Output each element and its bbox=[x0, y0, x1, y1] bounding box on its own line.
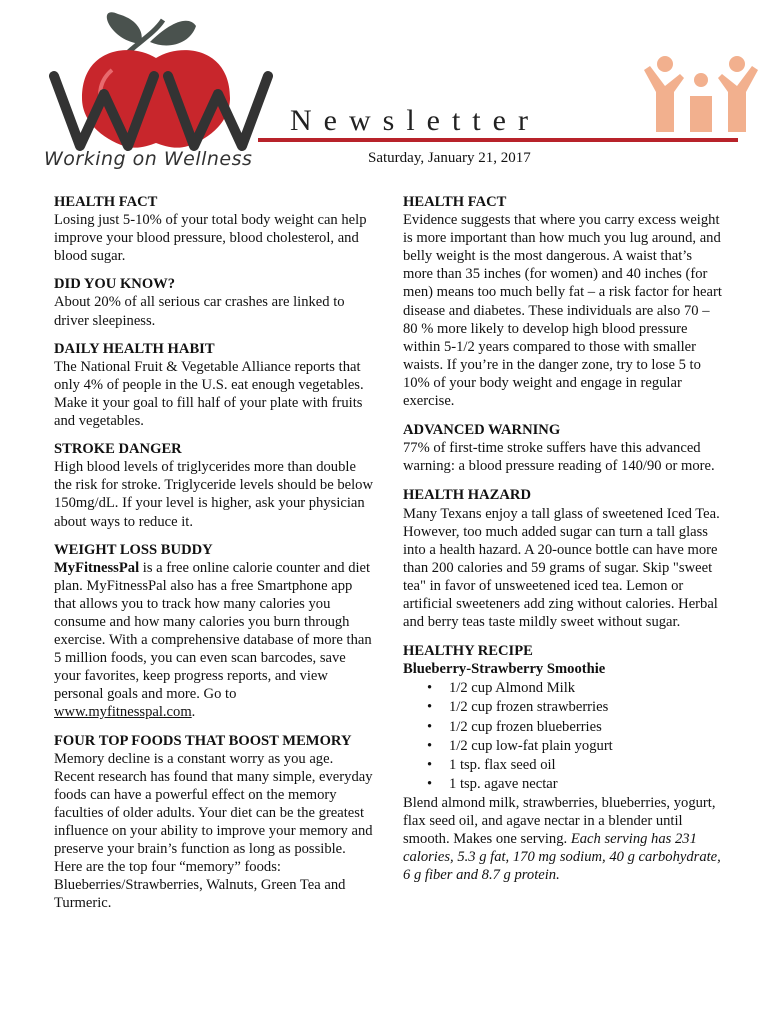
body-text: is a free online calorie counter and diet plan. MyFitnessPal also has a free Smartphone app that allows you to track how many calories you consume and how many calories you burn through exercise. With a comprehensive database of more than 5 million foods, you can even scan barcodes, save your favorites, keep progress reports, and view personal goals and more. Go to bbox=[54, 559, 372, 703]
nutrition-info: Each serving has 231 calories, 5.3 g fat, 170 mg sodium, 40 g carbohydrate, 6 g fiber and 8.7 g protein. bbox=[403, 831, 721, 884]
section-did-you-know bbox=[54, 275, 374, 329]
brand-name: MyFitnessPal bbox=[54, 559, 140, 576]
section-health-fact-left bbox=[54, 193, 374, 265]
section-health-fact-right bbox=[403, 193, 725, 410]
section-heading: HEALTHY RECIPE bbox=[403, 643, 533, 660]
newsletter-title: Newsletter bbox=[290, 104, 540, 137]
list-item: • 1/2 cup low-fat plain yogurt bbox=[449, 737, 725, 755]
section-heading: STROKE DANGER bbox=[54, 441, 182, 458]
section-body: About 20% of all serious car crashes are linked to driver sleepiness. bbox=[54, 294, 345, 329]
list-item: • 1/2 cup frozen strawberries bbox=[449, 698, 725, 716]
newsletter-header bbox=[0, 0, 770, 180]
section-body: Memory decline is a constant worry as you age. Recent research has found that many simple, everyday foods can have a powerful effect on the memory faculties of older adults. Your diet can be the greatest influence on your ability to improve your memory and preserve your brain’s function as long as possible. Here are the top four “memory” foods: Blueberries/Strawberries, Walnuts, Green Tea and Turmeric. bbox=[54, 750, 373, 912]
section-heading: WEIGHT LOSS BUDDY bbox=[54, 541, 213, 558]
section-heading: DID YOU KNOW? bbox=[54, 276, 176, 293]
logo-tagline: Working on Wellness bbox=[44, 148, 253, 170]
section-heading: ADVANCED WARNING bbox=[403, 422, 561, 439]
section-four-top-foods bbox=[54, 732, 374, 913]
list-item: • 1/2 cup Almond Milk bbox=[449, 679, 725, 697]
section-daily-health-habit bbox=[54, 340, 374, 430]
section-body: Evidence suggests that where you carry excess weight is more important than how much you lug around, and belly weight is the most dangerous. A waist that’s more than 35 inches (for women) and 40 inches (for men) means too much belly fat – a risk factor for heart disease and diabetes. These individuals are also 70 – 80 % more likely to develop high blood pressure within 5-1/2 years compared to those with smaller waists. If you’re in the danger zone, try to lose 5 to 10% of your body weight and engage in regular exercise. bbox=[403, 212, 722, 410]
left-column bbox=[54, 193, 374, 922]
section-body: High blood levels of triglycerides more than double the risk for stroke. Triglyceride levels should be below 150mg/dL. If your level is higher, ask your physician about ways to reduce it. bbox=[54, 459, 373, 530]
section-heading: HEALTH FACT bbox=[54, 194, 158, 210]
list-item: • 1 tsp. agave nectar bbox=[449, 775, 725, 793]
section-heading: DAILY HEALTH HABIT bbox=[54, 340, 215, 357]
recipe-title: Blueberry-Strawberry Smoothie bbox=[403, 661, 606, 678]
list-item: • 1/2 cup frozen blueberries bbox=[449, 718, 725, 736]
family-icon bbox=[644, 56, 758, 132]
section-body: The National Fruit & Vegetable Alliance reports that only 4% of people in the U.S. eat enough vegetables. Make it your goal to fill half of your plate with fruits and vegetables. bbox=[54, 358, 364, 430]
ingredient-list bbox=[403, 679, 725, 793]
body-end: . bbox=[191, 704, 196, 721]
issue-date: Saturday, January 21, 2017 bbox=[368, 150, 531, 166]
section-body: 77% of first-time stroke suffers have this advanced warning: a blood pressure reading of 140/90 or more. bbox=[403, 440, 715, 475]
section-heading: FOUR TOP FOODS THAT BOOST MEMORY bbox=[54, 732, 352, 749]
list-item: • 1 tsp. flax seed oil bbox=[449, 756, 725, 774]
section-body bbox=[54, 559, 374, 722]
section-heading: HEALTH HAZARD bbox=[403, 487, 531, 504]
section-body: Many Texans enjoy a tall glass of sweetened Iced Tea. However, too much added sugar can turn a tall glass into a health hazard. A 20-ounce bottle can have more than 200 calories and 59 grams of sugar. Skip "sweet tea" in favor of unsweetened iced tea. Lemon or artificial sweeteners add zing without calories. Herbal and berry teas taste mildly sweet without sugar. bbox=[403, 505, 720, 631]
section-body: Losing just 5-10% of your total body weight can help improve your blood pressure, blood cholesterol, and blood sugar. bbox=[54, 212, 367, 265]
section-heading: HEALTH FACT bbox=[403, 194, 507, 210]
myfitnesspal-link[interactable]: www.myfitnesspal.com bbox=[54, 704, 192, 721]
section-health-hazard bbox=[403, 486, 725, 631]
section-healthy-recipe bbox=[403, 642, 725, 884]
section-weight-loss-buddy bbox=[54, 541, 374, 722]
right-column bbox=[403, 193, 725, 895]
section-advanced-warning bbox=[403, 421, 725, 475]
directions-text: Blend almond milk, strawberries, blueberries, yogurt, flax seed oil, and agave nectar in a blender until smooth. Makes one serving. bbox=[403, 794, 716, 848]
recipe-directions bbox=[403, 794, 725, 884]
section-stroke-danger bbox=[54, 440, 374, 530]
